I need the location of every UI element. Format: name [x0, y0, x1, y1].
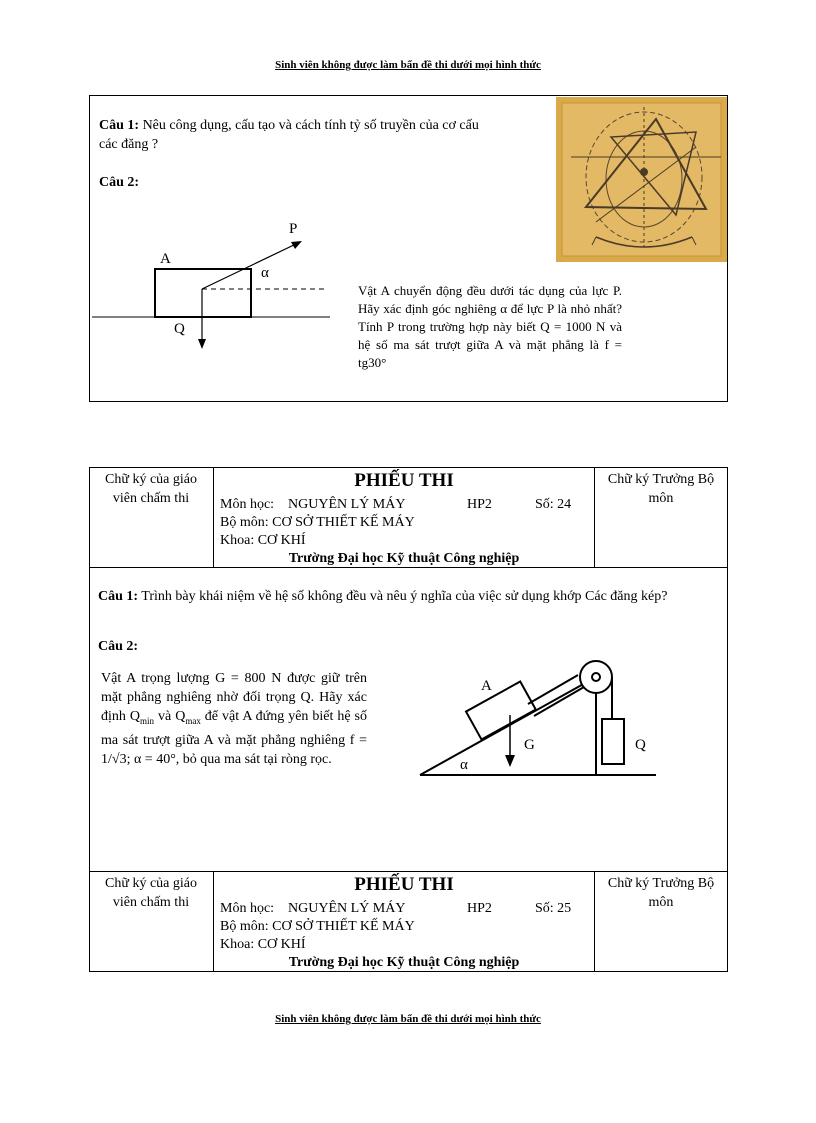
- hp-value: HP2: [467, 497, 492, 512]
- divider: [594, 467, 595, 567]
- q2-text: Vật A chuyển động đều dưới tác dụng của lực P. Hãy xác định góc nghiêng α để lực P là nhỏ nhất? Tính P trong trường hợp này biết Q = 1000 N và hệ số ma sát trượt giữa A và mặt phẳng là f = tg30°: [358, 283, 622, 370]
- q1-label: Câu 1:: [99, 118, 140, 133]
- alpha-label: α: [261, 265, 269, 281]
- block-a-label: A: [481, 678, 492, 694]
- q2-label: Câu 2:: [98, 639, 139, 654]
- subject-label: Môn học:: [220, 497, 275, 512]
- q2-text: Vật A trọng lượng G = 800 N được giữ trên mặt phẳng nghiêng nhờ đối trọng Q. Hãy xác định $Q_{min}$ và $Q_{max}$ để vật A đứng yên biết hệ số ma sát trượt giữa A và mặt phẳng nghiêng f = 1/√3; α = 40°, bỏ qua ma sát tại ròng rọc.: [101, 671, 368, 767]
- divider: [594, 871, 595, 972]
- counterweight-q-label: Q: [635, 737, 646, 753]
- q2-label: Câu 2:: [99, 175, 140, 190]
- faculty: Khoa: CƠ KHÍ: [220, 533, 306, 548]
- subject-value: NGUYÊN LÝ MÁY: [288, 901, 406, 916]
- weight-g-label: G: [524, 737, 535, 753]
- exam-number: Số: 25: [535, 901, 572, 916]
- grader-signature-label: Chữ ký của giáo viên chấm thi: [105, 472, 197, 506]
- q1-paragraph: [98, 587, 718, 606]
- department: Bộ môn: CƠ SỞ THIẾT KẾ MÁY: [220, 919, 415, 934]
- school-name: Trường Đại học Kỹ thuật Công nghiệp: [288, 551, 520, 566]
- incline-pulley-diagram: [418, 655, 668, 785]
- hp-value: HP2: [467, 901, 492, 916]
- divider: [89, 871, 728, 872]
- block-force-diagram: [92, 215, 332, 355]
- q1-label: Câu 1:: [98, 589, 139, 604]
- subject-label: Môn học:: [220, 901, 275, 916]
- alpha-label: α: [460, 757, 468, 773]
- block-a-label: A: [160, 251, 171, 267]
- page-title: PHIẾU THI: [354, 874, 454, 895]
- department: Bộ môn: CƠ SỞ THIẾT KẾ MÁY: [220, 515, 415, 530]
- grader-signature-label: Chữ ký của giáo viên chấm thi: [105, 876, 197, 910]
- cardan-mechanism-image: [556, 97, 727, 262]
- exam-number: Số: 24: [535, 497, 572, 512]
- force-q-label: Q: [174, 321, 185, 337]
- q1-text: Trình bày khái niệm về hệ số không đều và nêu ý nghĩa của việc sử dụng khớp Các đăng kép?: [138, 589, 668, 604]
- page-title: PHIẾU THI: [354, 470, 454, 491]
- force-p-label: P: [289, 221, 298, 237]
- head-signature-label: Chữ ký Trưởng Bộ môn: [607, 876, 715, 910]
- bottom-warning: Sinh viên không được làm bẩn đề thi dưới mọi hình thức: [275, 1013, 541, 1025]
- top-warning: Sinh viên không được làm bẩn đề thi dưới mọi hình thức: [275, 59, 541, 71]
- faculty: Khoa: CƠ KHÍ: [220, 937, 306, 952]
- q1-text: Nêu công dụng, cấu tạo và cách tính tỷ số truyền của cơ cấu các đăng ?: [99, 118, 479, 152]
- school-name: Trường Đại học Kỹ thuật Công nghiệp: [288, 955, 520, 970]
- subject-value: NGUYÊN LÝ MÁY: [288, 497, 406, 512]
- q1-paragraph: [99, 116, 499, 154]
- head-signature-label: Chữ ký Trưởng Bộ môn: [607, 472, 715, 506]
